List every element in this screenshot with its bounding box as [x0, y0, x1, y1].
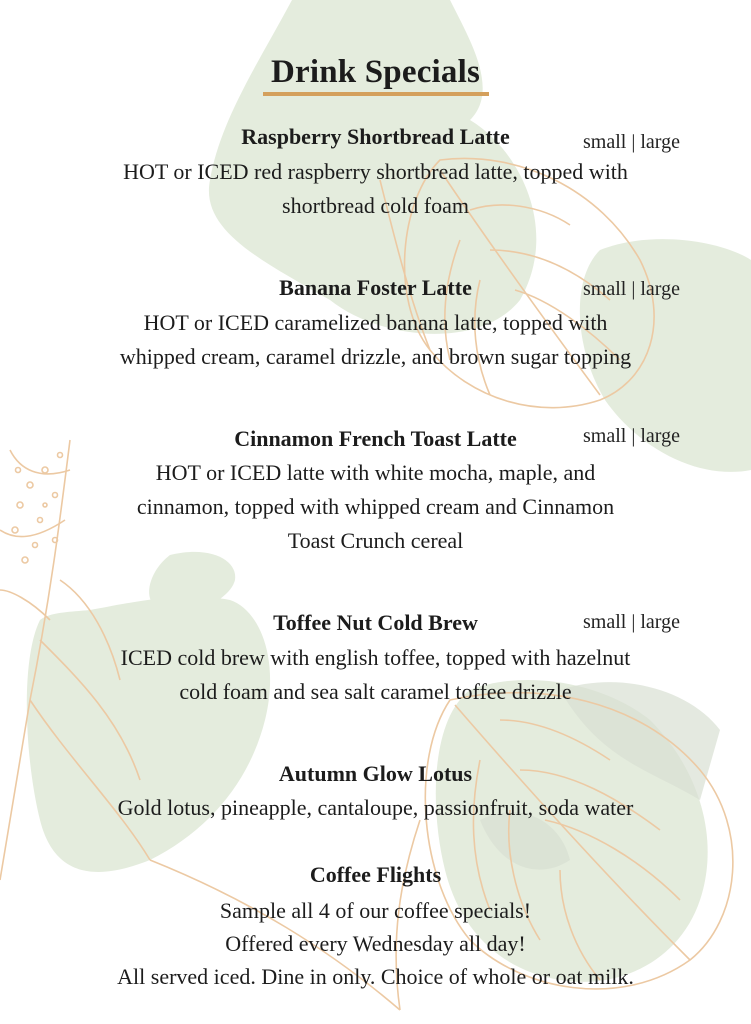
description-line: HOT or ICED red raspberry shortbread latte, topped with	[123, 159, 628, 184]
flights-details	[0, 894, 751, 993]
description-line: shortbread cold foam	[282, 193, 469, 218]
flights-line: Offered every Wednesday all day!	[225, 931, 526, 956]
size-options: small | large	[583, 131, 680, 153]
drink-name: Cinnamon French Toast Latte	[234, 426, 517, 451]
description-line: whipped cream, caramel drizzle, and brown sugar topping	[119, 344, 632, 369]
description-line: ICED cold brew with english toffee, topped with hazelnut	[120, 645, 631, 670]
drink-description	[60, 155, 691, 223]
flights-line: All served iced. Dine in only. Choice of whole or oat milk.	[117, 964, 634, 989]
drink-name: Banana Foster Latte	[279, 275, 472, 300]
description-line: cold foam and sea salt caramel toffee drizzle	[179, 679, 572, 704]
size-options: small | large	[583, 278, 680, 300]
size-options: small | large	[583, 425, 680, 447]
description-line: HOT or ICED caramelized banana latte, topped with	[143, 310, 608, 335]
drink-name: Toffee Nut Cold Brew	[273, 610, 478, 635]
drink-description	[60, 641, 691, 709]
size-options: small | large	[583, 611, 680, 633]
description-line: HOT or ICED latte with white mocha, maple, and	[155, 460, 596, 485]
description-line: cinnamon, topped with whipped cream and Cinnamon	[136, 494, 615, 519]
description-line: Toast Crunch cereal	[287, 528, 464, 553]
title-underline	[263, 92, 489, 96]
drink-name: Raspberry Shortbread Latte	[241, 124, 510, 149]
page-title: Drink Specials	[270, 54, 481, 90]
description-line: Gold lotus, pineapple, cantaloupe, passionfruit, soda water	[117, 795, 634, 820]
drink-name: Autumn Glow Lotus	[278, 761, 473, 786]
drink-description	[60, 456, 691, 558]
drink-description	[60, 306, 691, 374]
flights-line: Sample all 4 of our coffee specials!	[219, 898, 532, 923]
flights-title: Coffee Flights	[309, 862, 442, 887]
drink-description	[60, 791, 691, 825]
